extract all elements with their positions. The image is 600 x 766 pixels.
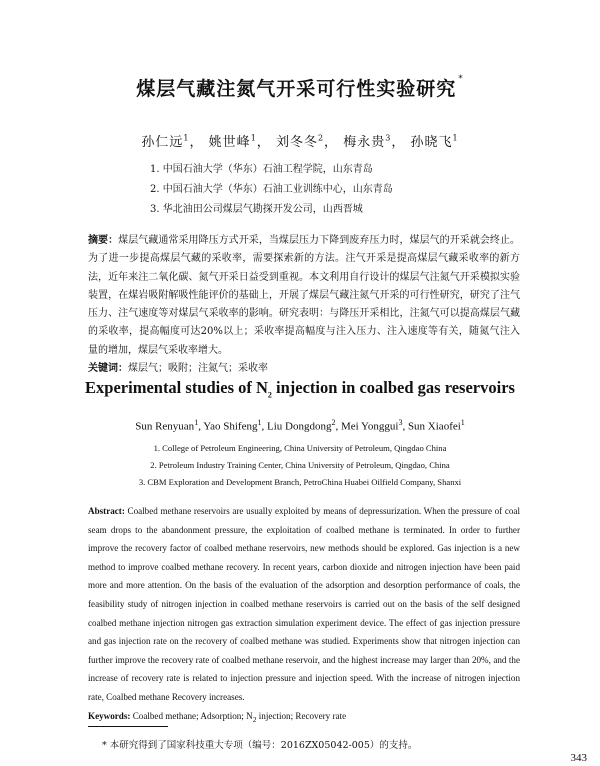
affiliation-cn: 1. 中国石油大学（华东）石油工程学院，山东青岛 (150, 164, 373, 175)
abstract-en-label: Abstract: (88, 506, 125, 516)
author-cn: 梅永贵 (343, 135, 386, 150)
author-en: Liu Dongdong (266, 420, 332, 433)
affiliation-en: 3. CBM Exploration and Development Branch, PetroChina Huabei Oilfield Company, Shanxi (138, 477, 462, 487)
chinese-abstract (88, 232, 520, 378)
keywords-cn: 煤层气；吸附；注氮气；采收率 (128, 363, 268, 375)
title-footnote-mark: * (458, 74, 464, 84)
author-cn: 刘冬冬 (275, 135, 318, 150)
english-authors: Sun Renyuan$^1$, Yao Shifeng$^1$, Liu Dongdong$^2$, Mei Yonggui$^3$, Sun Xiaofei$^1$ (135, 418, 465, 433)
page-number: 343 (570, 752, 587, 764)
affiliation-cn: 3. 华北油田公司煤层气勘探开发公司，山西晋城 (150, 204, 363, 215)
chinese-title: 煤层气藏注氮气开采可行性实验研究 * (136, 74, 464, 100)
author-cn: 姚世峰 (208, 135, 251, 150)
abstract-cn-label: 摘要： (88, 235, 119, 246)
author-en: Yao Shifeng (203, 420, 258, 433)
keywords-cn-label: 关键词： (88, 363, 128, 375)
author-en: Sun Xiaofei (407, 420, 461, 433)
chinese-authors: 孙仁远$^1$， 姚世峰$^1$， 刘冬冬$^2$， 梅永贵$^3$， 孙晓飞$^1$ (141, 133, 459, 150)
author-cn: 孙晓飞 (410, 135, 453, 150)
abstract-cn-text: 煤层气藏通常采用降压方式开采，当煤层压力下降到废弃压力时，煤层气的开采就会终止。为了进一步提高煤层气藏的采收率，需要探索新的方法。注气开采是提高煤层气藏采收率的新方法，近年来注二氧化碳、氮气开采日益受到重视。本文利用自行设计的煤层气注氮气开采模拟实验装置，在煤岩吸附解吸性能评价的基础上，开展了煤层气藏注氮气开采的可行性研究，研究了注气压力、注气速度等对煤层气采收率的影响。研究表明：与降压开采相比，注氮气可以提高煤层气藏的采收率，提高幅度可达20%以上；采收率提高幅度与注入压力、注入速度等有关，随氮气注入量的增加，煤层气采收率增大。 (88, 235, 521, 356)
author-cn: 孙仁远 (141, 135, 184, 150)
english-title: Experimental studies of $N_2$ injection in coalbed gas reservoirs (85, 378, 515, 400)
keywords-en-label: Keywords: (88, 710, 131, 721)
funding-footnote: * 本研究得到了国家科技重大专项（编号：2016ZX05042-005）的支持。 (102, 740, 418, 751)
affiliation-en: 1. College of Petroleum Engineering, China University of Petroleum, Qingdao China (153, 443, 447, 453)
affiliation-cn: 2. 中国石油大学（华东）石油工业训练中心，山东青岛 (150, 184, 393, 195)
english-abstract: Abstract: Coalbed methane reservoirs are usually exploited by means of depressurization. When the pressure of coal seam drops to the abandonment pressure, the exploitation of coalbed methane is terminated. In order to further improve the recovery factor of coalbed methane reservoirs, new methods should be explored. Gas injection is a new method to improve coalbed methane recovery. In recent years, carbon dioxide and nitrogen injection have been paid more and more attention. On the basis of the evaluation of the adsorption and desorption performance of coals, the feasibility study of nitrogen injection in coalbed methane reservoirs is carried out on the basis of the self designed coalbed methane injection nitrogen gas extraction simulation experiment device. The effect of gas injection pressure and gas injection rate on the recovery of coalbed methane was studied. Experiments show that nitrogen injection can further improve the recovery rate of coalbed methane reservoir, and the highest increase may larger than 20%, and the increase of recovery rate is related to injection pressure and injection speed. With the increase of nitrogen injection rate, Coalbed methane Recovery increases. Keywords: Coalbed methane; Adsorption; $N_2$ injection; Recovery rate (88, 506, 520, 724)
author-en: Sun Renyuan (135, 420, 195, 433)
affiliation-en: 2. Petroleum Industry Training Center, China University of Petroleum, Qingdao, China (150, 460, 450, 470)
footnote-divider (88, 726, 168, 727)
abstract-en-text: Coalbed methane reservoirs are usually exploited by means of depressurization. When the pressure of coal seam drops to the abandonment pressure, the exploitation of coalbed methane is terminated. In order to further improve the recovery factor of coalbed methane reservoirs, new methods should be explored. Gas injection is a new method to improve coalbed methane recovery. In recent years, carbon dioxide and nitrogen injection have been paid more and more attention. On the basis of the evaluation of the adsorption and desorption performance of coals, the feasibility study of nitrogen injection in coalbed methane reservoirs is carried out on the basis of the self designed coalbed methane injection nitrogen gas extraction simulation experiment device. The effect of gas injection pressure and gas injection rate on the recovery of coalbed methane was studied. Experiments show that nitrogen injection can further improve the recovery rate of coalbed methane reservoir, and the highest increase may larger than 20%, and the increase of recovery rate is related to injection pressure and injection speed. With the increase of nitrogen injection rate, Coalbed methane Recovery increases. (88, 506, 520, 702)
author-en: Mei Yonggui (340, 420, 399, 433)
